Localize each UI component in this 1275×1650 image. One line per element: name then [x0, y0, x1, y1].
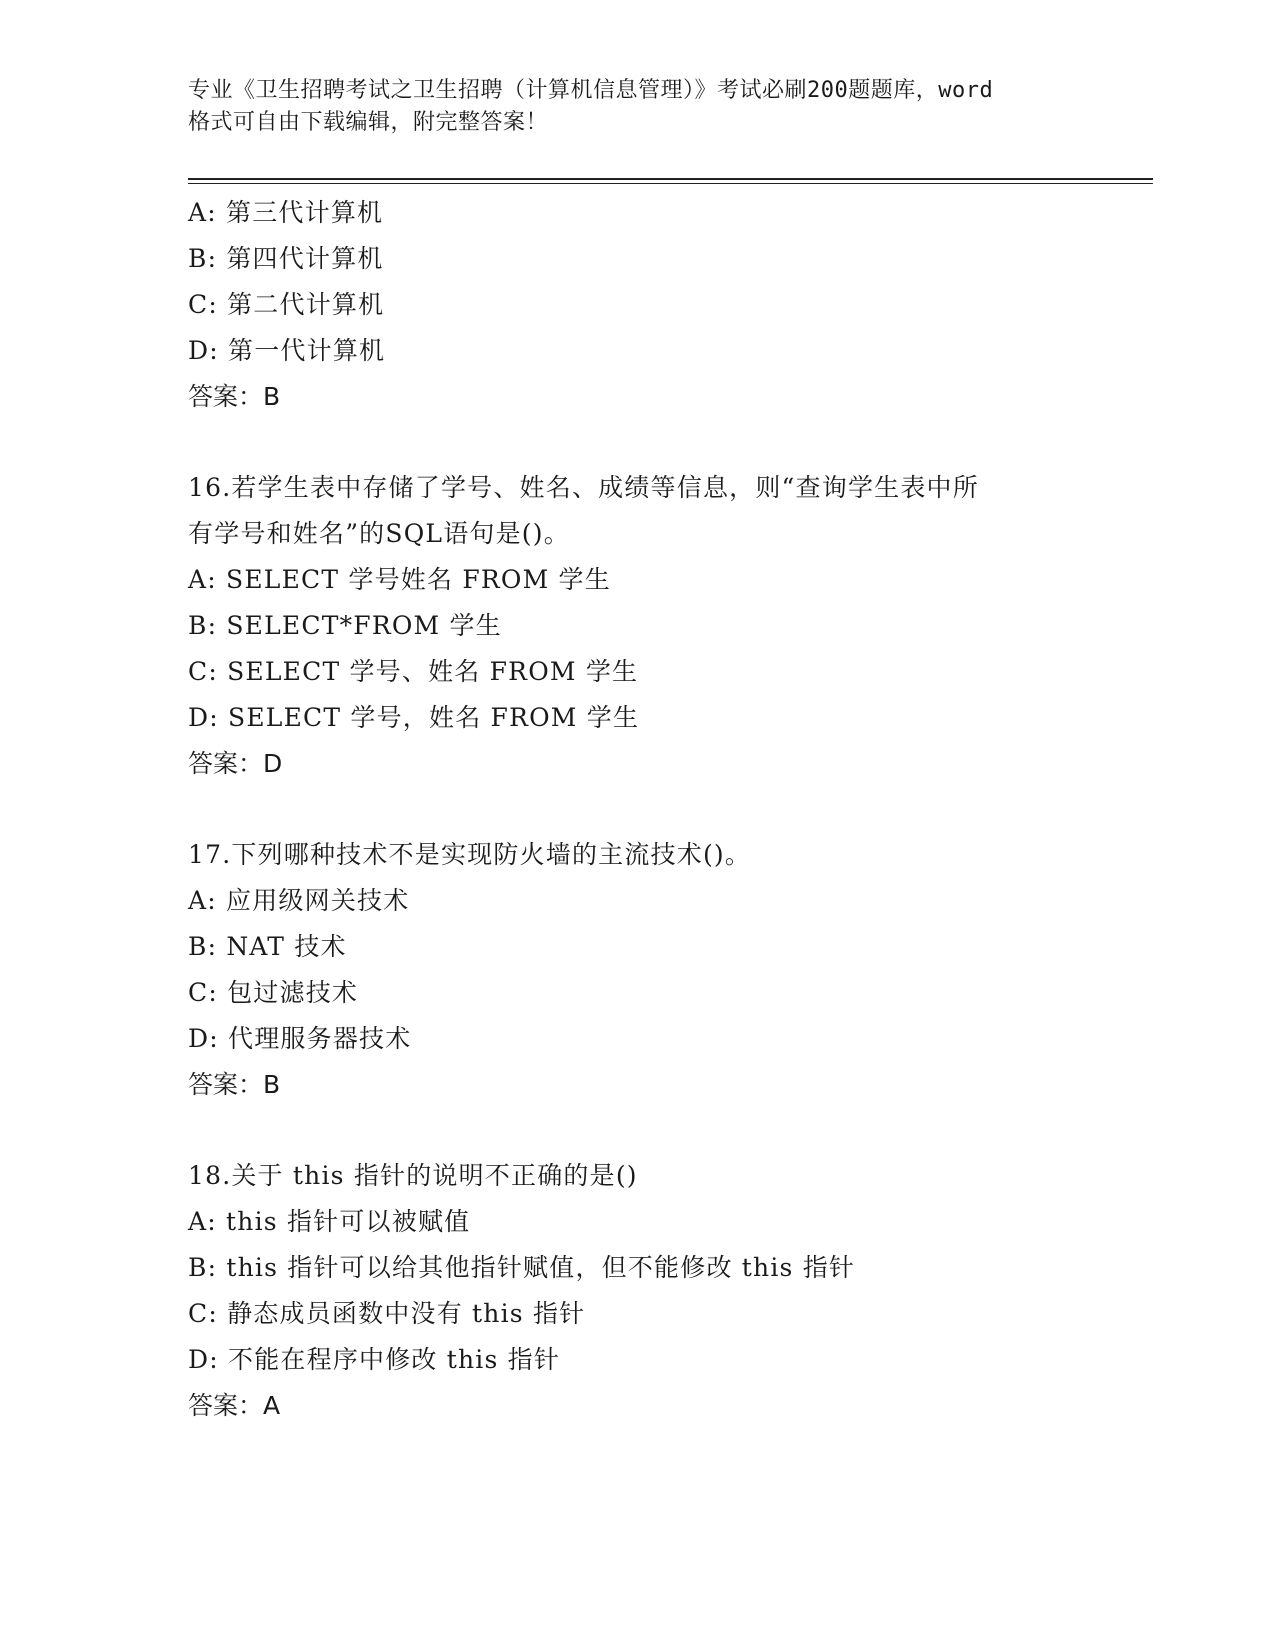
- header-title-line-1: 专业《卫生招聘考试之卫生招聘（计算机信息管理）》考试必刷200题题库，word: [188, 78, 994, 103]
- option-b: B: SELECT*FROM 学生: [188, 611, 502, 640]
- option-c: C: 静态成员函数中没有 this 指针: [188, 1299, 586, 1328]
- option-c: C: 第二代计算机: [188, 290, 385, 319]
- option-d: D: 不能在程序中修改 this 指针: [188, 1345, 561, 1374]
- header-divider-thin: [188, 183, 1153, 184]
- option-b: B: 第四代计算机: [188, 244, 384, 273]
- option-a: A: 应用级网关技术: [188, 886, 410, 915]
- option-b: B: this 指针可以给其他指针赋值，但不能修改 this 指针: [188, 1253, 856, 1282]
- answer-line: 答案：B: [188, 382, 281, 411]
- question-text-line-1: 17.下列哪种技术不是实现防火墙的主流技术()。: [188, 840, 752, 869]
- answer-line: 答案：D: [188, 749, 283, 778]
- answer-line: 答案：B: [188, 1070, 281, 1099]
- option-d: D: 代理服务器技术: [188, 1024, 412, 1053]
- document-header: [188, 75, 1088, 139]
- header-title-line-2: 格式可自由下载编辑，附完整答案！: [188, 110, 549, 135]
- option-a: A: this 指针可以被赋值: [188, 1207, 471, 1236]
- option-d: D: SELECT 学号，姓名 FROM 学生: [188, 703, 640, 732]
- header-divider: [188, 178, 1153, 180]
- question-block: [188, 832, 1148, 1108]
- question-block: [188, 465, 1148, 787]
- question-text-line-2: 有学号和姓名”的SQL语句是()。: [188, 519, 570, 548]
- question-list: [188, 190, 1148, 1429]
- question-text-line-1: 16.若学生表中存储了学号、姓名、成绩等信息，则“查询学生表中所: [188, 473, 979, 502]
- option-b: B: NAT 技术: [188, 932, 347, 961]
- option-d: D: 第一代计算机: [188, 336, 386, 365]
- question-block: [188, 1153, 1148, 1429]
- option-a: A: 第三代计算机: [188, 198, 384, 227]
- question-text-line-1: 18.关于 this 指针的说明不正确的是(): [188, 1161, 638, 1190]
- option-c: C: 包过滤技术: [188, 978, 359, 1007]
- option-a: A: SELECT 学号姓名 FROM 学生: [188, 565, 611, 594]
- option-c: C: SELECT 学号、姓名 FROM 学生: [188, 657, 639, 686]
- question-block: [188, 190, 1148, 420]
- answer-line: 答案：A: [188, 1391, 281, 1420]
